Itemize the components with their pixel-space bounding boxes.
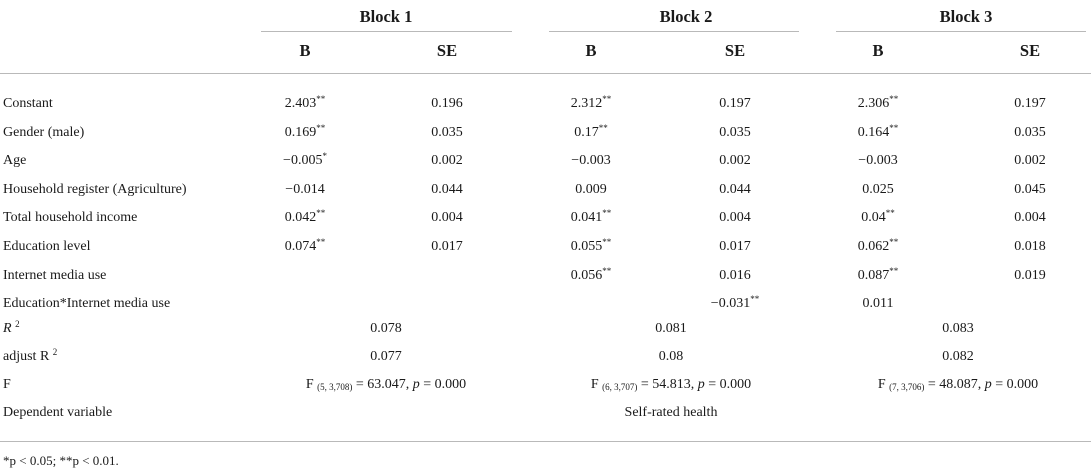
significance-stars: ** [316, 123, 326, 133]
significance-stars: ** [889, 237, 899, 247]
cell-value: 0.018 [1014, 239, 1046, 254]
cell-value: 0.041 [570, 210, 603, 225]
significance-stars: ** [602, 266, 612, 276]
dependent-variable-label: Dependent variable [3, 405, 113, 420]
adj-r2-label [3, 348, 57, 366]
cell-b1-b [285, 238, 326, 256]
cell-b1-b [285, 181, 324, 199]
row-label: Education level [3, 239, 91, 254]
row-label: Total household income [3, 210, 138, 225]
adj-r2-label-sup: 2 [52, 347, 58, 357]
cell-value: 0.017 [431, 239, 463, 254]
cell-b1-se [431, 209, 463, 227]
cell-value: 0.164 [857, 125, 890, 140]
cell-b3-b [863, 295, 894, 313]
r2-label-sup: 2 [15, 319, 20, 329]
r2-block-3: 0.083 [942, 321, 974, 336]
significance-stars: ** [602, 94, 612, 104]
cell-b3-se [1014, 152, 1046, 170]
cell-b2-b [571, 209, 612, 227]
f-value-block-3: 48.087 [939, 377, 978, 392]
cell-value: 0.17 [574, 125, 599, 140]
significance-stars: ** [889, 266, 899, 276]
dependent-variable-value: Self-rated health [624, 405, 718, 420]
cell-value: 0.035 [1014, 125, 1046, 140]
block-2-b-header: B [585, 41, 597, 60]
f-p-block-2: 0.000 [719, 377, 752, 392]
cell-value: −0.003 [571, 153, 611, 168]
cell-b3-se [1014, 238, 1046, 256]
adj-r2-label-text: adjust R [3, 349, 50, 364]
significance-stars: ** [602, 208, 612, 218]
significance-stars: * [322, 151, 327, 161]
cell-b3-se [1014, 209, 1046, 227]
cell-b3-se [1014, 95, 1046, 113]
cell-value: 0.087 [857, 268, 890, 283]
cell-value: 0.035 [431, 125, 463, 140]
cell-b1-b [285, 209, 326, 227]
cell-b3-b [862, 181, 894, 199]
cell-value: 0.044 [431, 182, 463, 197]
cell-value: 0.011 [862, 296, 894, 311]
cell-b2-se [711, 295, 759, 313]
row-label: Household register (Agriculture) [3, 182, 187, 197]
cell-b2-se [719, 238, 751, 256]
significance-stars: ** [885, 208, 895, 218]
cell-value: 2.306 [857, 96, 890, 111]
row-label: Internet media use [3, 268, 107, 283]
cell-b2-se [719, 209, 751, 227]
block-2-header: Block 2 [659, 7, 713, 26]
f-p-block-1: 0.000 [434, 377, 467, 392]
block-3-underline [836, 31, 1086, 32]
cell-value: 0.169 [284, 125, 317, 140]
cell-value: 0.035 [719, 125, 751, 140]
f-df-block-2: (6, 3,707) [602, 382, 638, 392]
f-value-block-2: 54.813 [652, 377, 691, 392]
cell-b1-b [285, 95, 326, 113]
cell-b1-se [431, 124, 463, 142]
block-2-se-header: SE [724, 41, 746, 60]
cell-b1-b [283, 152, 327, 170]
cell-b2-b [574, 124, 608, 142]
cell-value: 0.074 [284, 239, 317, 254]
cell-b2-se [719, 267, 751, 285]
cell-b3-se [1014, 124, 1046, 142]
f-p-block-3: 0.000 [1006, 377, 1039, 392]
significance-stars: ** [316, 208, 326, 218]
block-1-b-header: B [299, 41, 311, 60]
cell-value: 0.04 [861, 210, 886, 225]
footnote: *p < 0.05; **p < 0.01. [3, 453, 119, 468]
row-label: Constant [3, 96, 53, 111]
significance-stars: ** [602, 237, 612, 247]
r2-label [3, 320, 20, 338]
cell-b3-b [858, 267, 899, 285]
cell-b1-se [431, 152, 463, 170]
block-3-b-header: B [872, 41, 884, 60]
block-1-header: Block 1 [359, 7, 413, 26]
block-1-underline [261, 31, 512, 32]
cell-b3-se [1014, 267, 1046, 285]
f-df-block-1: (5, 3,708) [317, 382, 353, 392]
bottom-rule [0, 441, 1091, 442]
cell-value: 0.045 [1014, 182, 1046, 197]
cell-b3-b [858, 238, 899, 256]
cell-value: 2.312 [570, 96, 603, 111]
cell-value: 0.025 [862, 182, 894, 197]
cell-b2-b [575, 181, 607, 199]
significance-stars: ** [316, 237, 326, 247]
block-2-underline [549, 31, 799, 32]
row-label: Age [3, 153, 27, 168]
cell-b1-b [285, 124, 326, 142]
cell-b3-b [861, 209, 895, 227]
f-stat-block-2: F $_{(6, 3,707)}$ = 54.813, p = 0.000 [590, 377, 752, 392]
block-1-se-header: SE [436, 41, 458, 60]
cell-value: 0.197 [1014, 96, 1046, 111]
cell-value: 0.056 [570, 268, 603, 283]
adj-r2-block-2: 0.08 [658, 349, 684, 364]
f-stat-block-1: F $_{(5, 3,708)}$ = 63.047, p = 0.000 [305, 377, 467, 392]
cell-b2-se [719, 181, 751, 199]
cell-value: −0.005 [283, 153, 323, 168]
cell-value: 0.196 [431, 96, 463, 111]
cell-value: 0.004 [431, 210, 463, 225]
significance-stars: ** [316, 94, 326, 104]
cell-value: 0.004 [719, 210, 751, 225]
cell-b2-se [719, 152, 751, 170]
cell-value: 0.044 [719, 182, 751, 197]
cell-value: 0.002 [431, 153, 463, 168]
r2-label-text: R [3, 321, 12, 336]
r2-block-1: 0.078 [370, 321, 402, 336]
r2-block-2: 0.081 [655, 321, 687, 336]
significance-stars: ** [889, 123, 899, 133]
block-3-header: Block 3 [939, 7, 993, 26]
f-value-block-1: 63.047 [367, 377, 406, 392]
cell-value: 0.055 [570, 239, 603, 254]
adj-r2-block-3: 0.082 [942, 349, 974, 364]
cell-b2-b [571, 238, 612, 256]
cell-value: 0.002 [719, 153, 751, 168]
cell-b2-b [571, 95, 612, 113]
cell-b2-b [571, 152, 610, 170]
block-3-se-header: SE [1019, 41, 1041, 60]
cell-b2-b [571, 267, 612, 285]
f-df-block-3: (7, 3,706) [889, 382, 925, 392]
cell-value: 0.016 [719, 268, 751, 283]
cell-value: 0.062 [857, 239, 890, 254]
cell-b3-b [858, 124, 899, 142]
cell-b3-se [1014, 181, 1046, 199]
cell-value: 2.403 [284, 96, 317, 111]
cell-value: 0.002 [1014, 153, 1046, 168]
cell-b2-se [719, 95, 751, 113]
cell-value: −0.014 [285, 182, 325, 197]
cell-value: 0.197 [719, 96, 751, 111]
row-label: Education*Internet media use [3, 296, 171, 311]
cell-value: 0.004 [1014, 210, 1046, 225]
cell-b2-se [719, 124, 751, 142]
row-label: Gender (male) [3, 125, 85, 140]
cell-b3-b [858, 95, 899, 113]
significance-stars: ** [889, 94, 899, 104]
cell-b1-se [431, 181, 463, 199]
header-rule [0, 73, 1091, 74]
significance-stars: ** [598, 123, 608, 133]
adj-r2-block-1: 0.077 [370, 349, 402, 364]
f-stat-block-3: F $_{(7, 3,706)}$ = 48.087, p = 0.000 [877, 377, 1039, 392]
f-label: F [3, 377, 11, 392]
cell-b3-b [858, 152, 897, 170]
cell-value: 0.019 [1014, 268, 1046, 283]
significance-stars: ** [750, 294, 760, 304]
cell-value: −0.031 [710, 296, 751, 311]
cell-b1-se [431, 238, 463, 256]
cell-value: 0.042 [284, 210, 317, 225]
cell-value: −0.003 [858, 153, 898, 168]
cell-b1-se [431, 95, 463, 113]
cell-value: 0.017 [719, 239, 751, 254]
cell-value: 0.009 [575, 182, 607, 197]
